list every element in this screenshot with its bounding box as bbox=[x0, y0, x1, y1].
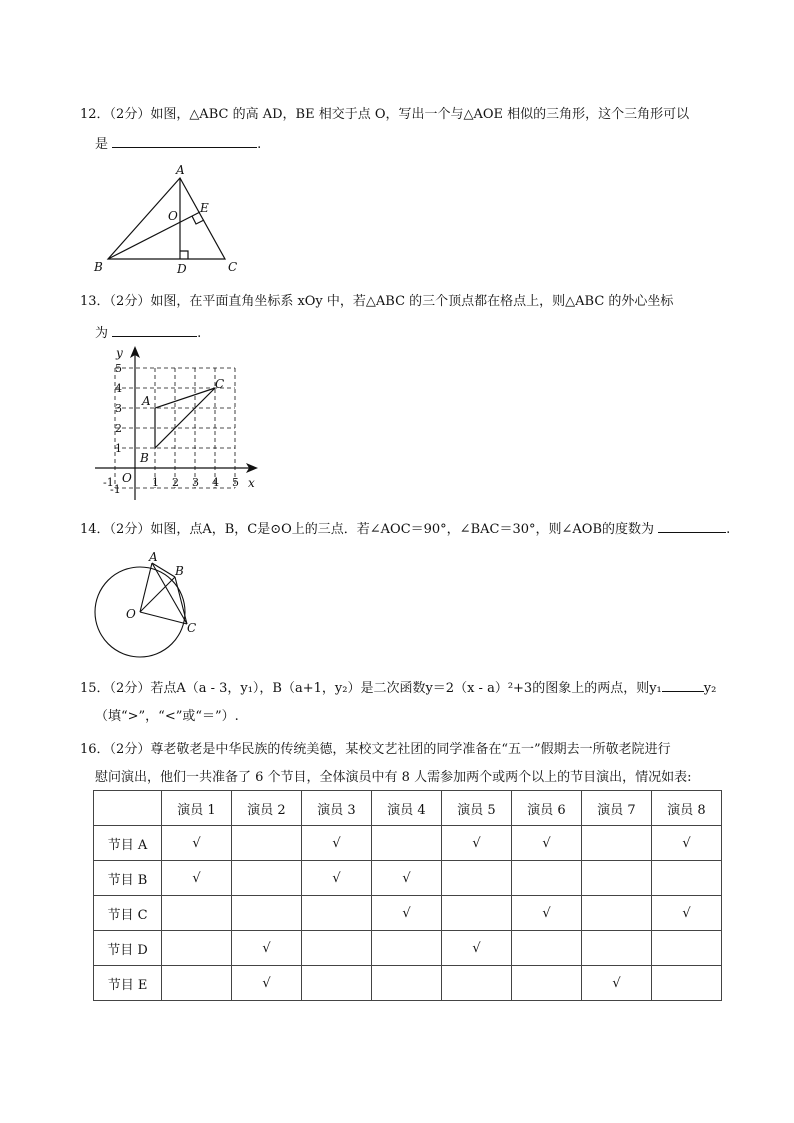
y-tick: -1 bbox=[110, 483, 121, 496]
row-header-cell bbox=[94, 791, 162, 826]
table-cell: √ bbox=[582, 966, 652, 1001]
table-cell: 演员 2 bbox=[232, 791, 302, 826]
label-e: E bbox=[200, 201, 209, 215]
table-cell bbox=[302, 931, 372, 966]
table-cell: 演员 3 bbox=[302, 791, 372, 826]
table-cell: √ bbox=[232, 966, 302, 1001]
label-c: C bbox=[228, 260, 238, 274]
row-header-cell: 节目 D bbox=[94, 931, 162, 966]
table-cell: 演员 7 bbox=[582, 791, 652, 826]
point-c-label: C bbox=[215, 377, 225, 391]
q13-answer-blank[interactable] bbox=[112, 324, 197, 337]
table-cell: √ bbox=[512, 896, 582, 931]
table-cell: 演员 8 bbox=[652, 791, 722, 826]
y-tick: 5 bbox=[115, 362, 122, 375]
q16-table bbox=[93, 790, 722, 1001]
q13-text: 13．（2分）如图，在平面直角坐标系 xOy 中，若△ABC 的三个顶点都在格点上，则△ABC 的外心坐标 bbox=[80, 294, 674, 309]
q15-text bbox=[80, 677, 716, 696]
table-cell bbox=[652, 931, 722, 966]
table-cell bbox=[582, 861, 652, 896]
table-cell bbox=[232, 896, 302, 931]
table-cell bbox=[302, 966, 372, 1001]
table-cell bbox=[442, 896, 512, 931]
table-row bbox=[94, 896, 722, 931]
row-header-cell: 节目 B bbox=[94, 861, 162, 896]
q15-y2: y₂ bbox=[703, 681, 717, 696]
x-tick: 1 bbox=[152, 476, 159, 489]
x-tick: -1 bbox=[103, 476, 114, 489]
table-cell: √ bbox=[162, 861, 232, 896]
label-d: D bbox=[177, 262, 187, 276]
center-o-label: O bbox=[126, 607, 136, 621]
table-cell: √ bbox=[372, 861, 442, 896]
table-row bbox=[94, 826, 722, 861]
table-cell: √ bbox=[442, 826, 512, 861]
table-cell: √ bbox=[652, 826, 722, 861]
q12-triangle-figure bbox=[108, 178, 225, 259]
table-cell bbox=[512, 861, 582, 896]
table-cell bbox=[442, 966, 512, 1001]
y-tick: 2 bbox=[115, 422, 122, 435]
table-cell bbox=[162, 931, 232, 966]
table-cell bbox=[582, 896, 652, 931]
table-cell bbox=[232, 861, 302, 896]
point-b-label: B bbox=[175, 564, 184, 578]
q13-prefix: 为 bbox=[95, 326, 109, 341]
table-cell bbox=[582, 826, 652, 861]
table-cell: √ bbox=[512, 826, 582, 861]
q12-end: . bbox=[257, 137, 262, 152]
table-cell bbox=[372, 826, 442, 861]
table-row bbox=[94, 861, 722, 896]
table-row bbox=[94, 966, 722, 1001]
q14-end: . bbox=[726, 522, 731, 537]
label-o: O bbox=[168, 209, 178, 223]
axis-x-label: x bbox=[248, 476, 255, 490]
table-cell: √ bbox=[302, 861, 372, 896]
y-tick: 1 bbox=[115, 442, 122, 455]
q14-text bbox=[80, 518, 730, 537]
table-cell: √ bbox=[232, 931, 302, 966]
table-cell bbox=[162, 966, 232, 1001]
q13-end: . bbox=[197, 326, 202, 341]
table-row bbox=[94, 931, 722, 966]
table-cell bbox=[442, 861, 512, 896]
table-cell bbox=[582, 931, 652, 966]
q12-text: 12．（2分）如图，△ABC 的高 AD，BE 相交于点 O，写出一个与△AOE 相似的三角形，这个三角形可以 bbox=[80, 107, 690, 122]
q14-question: 14．（2分）如图，点A，B，C是⊙O上的三点．若∠AOC＝90°，∠BAC＝30°，则∠AOB的度数为 bbox=[80, 522, 654, 537]
table-cell bbox=[512, 966, 582, 1001]
q15-line2: （填“>”，“<”或“＝”）. bbox=[95, 709, 239, 724]
table-cell: 演员 6 bbox=[512, 791, 582, 826]
row-header-cell: 节目 A bbox=[94, 826, 162, 861]
origin-label: O bbox=[122, 471, 132, 485]
table-cell: 演员 4 bbox=[372, 791, 442, 826]
x-tick: 4 bbox=[212, 476, 219, 489]
table-cell bbox=[232, 826, 302, 861]
point-a-label: A bbox=[149, 550, 158, 564]
table-cell: √ bbox=[372, 896, 442, 931]
q15-question: 15．（2分）若点A（a - 3，y₁），B（a+1，y₂）是二次函数y＝2（x - a）²+3的图象上的两点，则y₁ bbox=[80, 681, 662, 696]
q12-prefix: 是 bbox=[95, 137, 109, 152]
table-cell: √ bbox=[652, 896, 722, 931]
x-tick: 5 bbox=[232, 476, 239, 489]
row-header-cell: 节目 E bbox=[94, 966, 162, 1001]
table-cell bbox=[372, 966, 442, 1001]
y-tick: 3 bbox=[115, 402, 122, 415]
q14-circle-figure bbox=[95, 563, 187, 657]
q13-triangle bbox=[155, 388, 215, 448]
point-b-label: B bbox=[140, 451, 149, 465]
table-cell: √ bbox=[442, 931, 512, 966]
label-b: B bbox=[94, 260, 103, 274]
row-header-cell: 节目 C bbox=[94, 896, 162, 931]
axis-y-label: y bbox=[116, 346, 123, 360]
x-tick: 3 bbox=[192, 476, 199, 489]
q13-answer-line bbox=[95, 322, 201, 341]
table-cell: √ bbox=[162, 826, 232, 861]
q16-text-2: 慰问演出，他们一共准备了 6 个节目，全体演员中有 8 人需参加两个或两个以上的节目演出，情况如表: bbox=[95, 770, 692, 785]
table-cell bbox=[372, 931, 442, 966]
table-cell: 演员 5 bbox=[442, 791, 512, 826]
y-tick: 4 bbox=[115, 382, 122, 395]
label-a: A bbox=[176, 163, 185, 177]
q16-text: 16．（2分）尊老敬老是中华民族的传统美德，某校文艺社团的同学准备在“五一”假期去一所敬老院进行 bbox=[80, 742, 671, 757]
table-cell bbox=[162, 896, 232, 931]
point-a-label: A bbox=[142, 394, 151, 408]
q14-answer-blank[interactable] bbox=[658, 520, 726, 533]
table-cell bbox=[512, 931, 582, 966]
table-cell bbox=[302, 896, 372, 931]
x-tick: 2 bbox=[172, 476, 179, 489]
q15-answer-blank[interactable] bbox=[662, 679, 704, 692]
table-cell bbox=[652, 966, 722, 1001]
table-cell bbox=[652, 861, 722, 896]
table-header-row bbox=[94, 791, 722, 826]
table-cell: √ bbox=[302, 826, 372, 861]
table-cell: 演员 1 bbox=[162, 791, 232, 826]
point-c-label: C bbox=[187, 621, 197, 635]
